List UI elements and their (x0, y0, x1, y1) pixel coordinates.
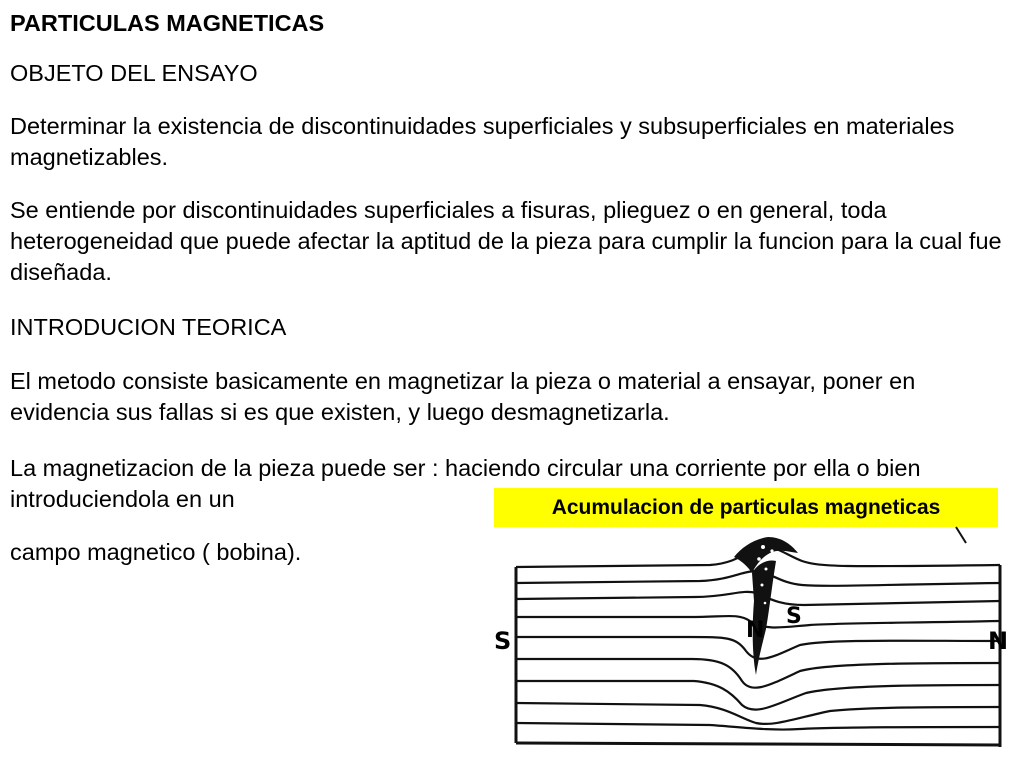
pole-label-left: S (494, 627, 512, 655)
paragraph-campo-magnetico: campo magnetico ( bobina). (10, 539, 302, 565)
section-heading-introduccion: INTRODUCION TEORICA (10, 314, 287, 340)
flux-line (516, 681, 1000, 710)
specimen-bottom-edge (516, 743, 1000, 745)
callout-pointer (956, 527, 966, 543)
section-heading-objeto: OBJETO DEL ENSAYO (10, 60, 258, 86)
magnetic-flux-diagram (480, 525, 1024, 768)
pole-label-right: N (988, 627, 1009, 655)
paragraph-magnetizacion: La magnetizacion de la pieza puede ser : haciendo circular una corriente por ella o bien introduciendola en un (10, 455, 921, 512)
callout-acumulacion-label: Acumulacion de particulas magneticas (494, 488, 998, 527)
crack-pole-label-n: N (746, 618, 765, 643)
paragraph-discontinuidades: Se entiende por discontinuidades superficiales a fisuras, plieguez o en general, toda heterogeneidad que puede afectar la aptitud de la pieza para cumplir la funcion para la cual fue diseñada. (10, 197, 1002, 285)
slide-title: PARTICULAS MAGNETICAS (10, 10, 325, 36)
paragraph-objeto: Determinar la existencia de discontinuidades superficiales y subsuperficiales en materiales magnetizables. (10, 113, 955, 170)
paragraph-metodo: El metodo consiste basicamente en magnetizar la pieza o material a ensayar, poner en evidencia sus fallas si es que existen, y luego desmagnetizarla. (10, 368, 916, 425)
crack-pole-label-s: S (786, 604, 802, 629)
flux-line (516, 703, 1000, 724)
